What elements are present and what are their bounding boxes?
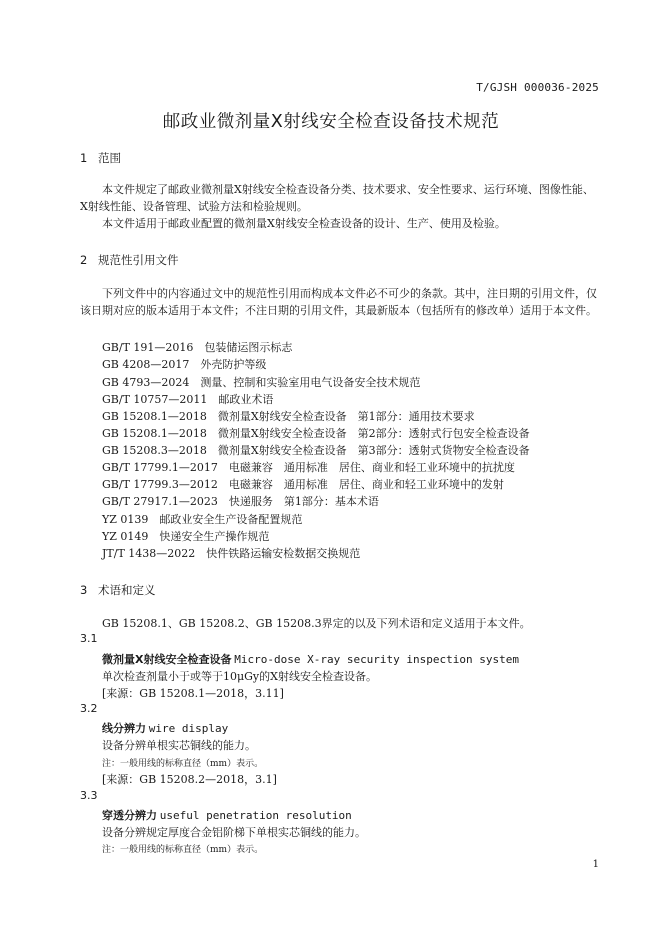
term-title	[102, 807, 352, 823]
reference-item: GB/T 191—2016 包装储运图示标志	[102, 341, 293, 354]
section-title: 术语和定义	[98, 583, 156, 597]
section-number: 1	[80, 151, 88, 165]
reference-item: GB 4208—2017 外壳防护等级	[102, 358, 267, 371]
section-heading-3	[80, 582, 156, 598]
paragraph: 本文件适用于邮政业配置的微剂量X射线安全检查设备的设计、生产、使用及检验。	[102, 217, 506, 230]
section-number: 2	[80, 253, 88, 267]
paragraph: 下列文件中的内容通过文中的规范性引用而构成本文件必不可少的条款。其中，注日期的引用文件，仅该日期对应的版本适用于本文件；不注日期的引用文件，其最新版本（包括所有的修改单）适用于本文件。	[80, 287, 597, 317]
reference-item: GB/T 27917.1—2023 快递服务 第1部分：基本术语	[102, 495, 379, 508]
reference-item: GB 4793—2024 测量、控制和实验室用电气设备安全技术规范	[102, 376, 421, 389]
page-number: 1	[592, 859, 599, 870]
reference-item: GB/T 17799.1—2017 电磁兼容 通用标准 居住、商业和轻工业环境中的抗扰度	[102, 461, 515, 474]
term-zh: 微剂量X射线安全检查设备	[102, 653, 232, 666]
section-heading-2	[80, 252, 179, 268]
term-definition: 单次检查剂量小于或等于10μGy的X射线安全检查设备。	[102, 670, 377, 683]
reference-item: GB 15208.1—2018 微剂量X射线安全检查设备 第1部分：通用技术要求	[102, 410, 475, 423]
reference-item: YZ 0149 快递安全生产操作规范	[102, 530, 270, 543]
term-number: 3.1	[80, 632, 98, 645]
reference-item: GB/T 17799.3—2012 电磁兼容 通用标准 居住、商业和轻工业环境中的发射	[102, 478, 504, 491]
reference-item: GB 15208.3—2018 微剂量X射线安全检查设备 第3部分：透射式货物安全检查设备	[102, 444, 530, 457]
section-title: 规范性引用文件	[98, 253, 179, 267]
reference-item: YZ 0139 邮政业安全生产设备配置规范	[102, 513, 303, 526]
term-source: [来源：GB 15208.2—2018，3.1]	[102, 773, 277, 786]
term-definition: 设备分辨规定厚度合金铝阶梯下单根实芯铜线的能力。	[102, 826, 366, 839]
term-zh: 线分辨力	[102, 722, 146, 735]
reference-item: GB/T 10757—2011 邮政业术语	[102, 393, 274, 406]
section-title: 范围	[98, 151, 121, 165]
term-number: 3.2	[80, 702, 98, 715]
term-definition: 设备分辨单根实芯铜线的能力。	[102, 739, 256, 752]
term-source: [来源：GB 15208.1—2018，3.11]	[102, 687, 284, 700]
document-number: T/GJSH 000036-2025	[476, 81, 599, 94]
term-title	[102, 651, 519, 667]
document-title: 邮政业微剂量X射线安全检查设备技术规范	[162, 112, 500, 132]
term-title	[102, 720, 228, 736]
term-en: Micro-dose X-ray security inspection system	[234, 653, 520, 666]
reference-item: GB 15208.1—2018 微剂量X射线安全检查设备 第2部分：透射式行包安全检查设备	[102, 427, 530, 440]
term-en: useful penetration resolution	[159, 809, 352, 822]
term-number: 3.3	[80, 789, 98, 802]
term-en: wire display	[148, 722, 229, 735]
reference-item: JT/T 1438—2022 快件铁路运输安检数据交换规范	[102, 547, 361, 560]
section-heading-1	[80, 150, 121, 166]
paragraph: GB 15208.1、GB 15208.2、GB 15208.3界定的以及下列术语和定义适用于本文件。	[102, 617, 531, 630]
term-note: 注：一般用线的标称直径（mm）表示。	[102, 759, 264, 769]
term-note: 注：一般用线的标称直径（mm）表示。	[102, 845, 264, 855]
paragraph: 本文件规定了邮政业微剂量X射线安全检查设备分类、技术要求、安全性要求、运行环境、图像性能、X射线性能、设备管理、试验方法和检验规则。	[80, 183, 594, 213]
section-number: 3	[80, 583, 88, 597]
term-zh: 穿透分辨力	[102, 809, 157, 822]
